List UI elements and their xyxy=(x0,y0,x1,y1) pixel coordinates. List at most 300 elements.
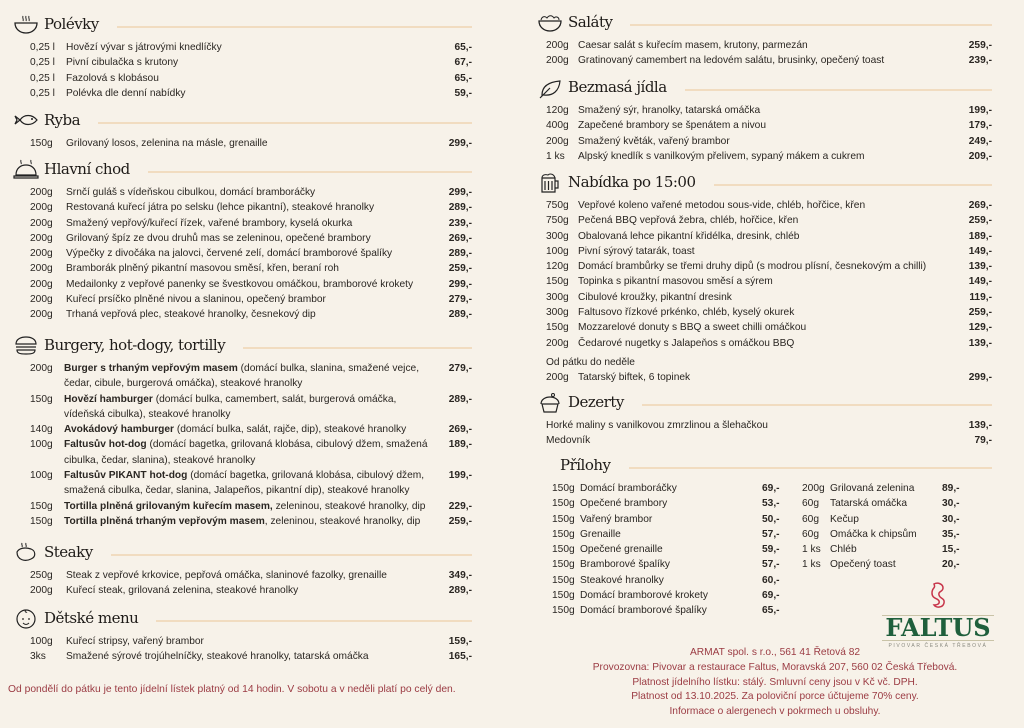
item-portion: 150g xyxy=(552,605,575,617)
divider xyxy=(98,122,472,124)
item-portion: 200g xyxy=(30,232,53,244)
item-name: (domácí bagetka, grilovaná klobása, cibulový džem, smažená cibulka, čedar, slanina), steakové hranolky xyxy=(64,439,428,466)
item-portion: 0,25 l xyxy=(30,57,55,69)
item-price: 259,- xyxy=(968,215,992,227)
section-title: Bezmasá jídla xyxy=(568,78,667,96)
item-description xyxy=(578,320,952,335)
item-list xyxy=(536,103,992,164)
item-name: Zapečené brambory se špenátem a nivou xyxy=(578,120,767,132)
item-description xyxy=(66,216,432,231)
menu-item xyxy=(546,244,992,259)
weekend-label: Od pátku do neděle xyxy=(546,356,635,368)
menu-item xyxy=(30,136,472,151)
item-description xyxy=(830,527,942,542)
item-list xyxy=(12,40,472,101)
item-portion: 200g xyxy=(546,135,569,147)
item-name: Steak z vepřové krkovice, pepřová omáčka, slaninové fazolky, grenaille xyxy=(66,570,387,581)
section-title: Přílohy xyxy=(560,456,611,474)
menu-item xyxy=(30,307,472,322)
section-ryba xyxy=(12,108,472,151)
item-portion: 100g xyxy=(30,636,53,647)
item-description xyxy=(580,557,762,572)
logo-wordmark: FALTUS xyxy=(882,615,994,641)
item-name: Bramborák plněný pikantní masovou směsí, křen, beraní roh xyxy=(66,263,339,275)
item-portion: 3ks xyxy=(30,651,46,663)
section-header xyxy=(12,12,472,36)
item-portion: 60g xyxy=(802,498,819,510)
burger-icon xyxy=(12,333,40,357)
item-description xyxy=(580,481,762,496)
item-list xyxy=(12,185,472,323)
item-name: zeleninou, steakové hranolky, dip xyxy=(272,500,426,512)
item-description xyxy=(578,229,952,244)
menu-item xyxy=(546,38,992,53)
item-portion: 200g xyxy=(546,372,569,384)
menu-item xyxy=(30,649,472,664)
item-name: Fazolová s klobásou xyxy=(66,72,159,84)
item-price: 289,- xyxy=(448,585,472,597)
menu-item xyxy=(546,433,992,448)
item-title: Avokádový hamburger xyxy=(64,424,175,436)
menu-item xyxy=(546,274,992,289)
item-name: Smažený květák, vařený brambor xyxy=(578,135,730,147)
divider xyxy=(117,26,472,28)
divider xyxy=(685,89,992,91)
item-description xyxy=(66,71,432,86)
section-burgery xyxy=(12,333,472,529)
item-name: Pivní cibulačka s krutony xyxy=(66,57,179,69)
item-description xyxy=(66,568,432,583)
item-price: 89,- xyxy=(942,483,960,494)
section-header xyxy=(12,606,472,630)
item-description xyxy=(580,542,762,557)
section-header xyxy=(536,453,992,477)
item-price: 35,- xyxy=(942,528,960,540)
menu-item xyxy=(30,261,472,276)
item-name: Čedarové nugetky s Jalapeňos s omáčkou BBQ xyxy=(578,337,795,349)
item-name: Trhaná vepřová plec, steakové hranolky, česnekový dip xyxy=(66,309,316,321)
item-name: (domácí bagetka, grilovaná klobása, cibulový džem, smažená cibulka, čedar, slanina, Jalapeños, pikantní dip), steakové hranolky xyxy=(64,470,425,497)
section-header xyxy=(536,390,992,414)
item-description xyxy=(578,370,952,385)
section-header xyxy=(12,333,472,357)
section-header xyxy=(12,108,472,132)
section-dezerty xyxy=(536,390,992,449)
item-description xyxy=(578,305,952,320)
item-name: Caesar salát s kuřecím masem, krutony, parmezán xyxy=(578,40,808,51)
menu-item xyxy=(552,573,802,588)
item-portion: 0,25 l xyxy=(30,72,55,84)
item-name: Restovaná kuřecí játra po selsku (lehce pikantní), steakové hranolky xyxy=(66,202,375,214)
item-description xyxy=(578,259,952,274)
item-title: Burger s trhaným vepřovým masem xyxy=(64,363,238,374)
item-list xyxy=(12,361,472,529)
item-price: 59,- xyxy=(454,87,472,99)
menu-item xyxy=(30,71,472,86)
menu-item xyxy=(30,392,472,423)
menu-item xyxy=(802,512,982,527)
item-description xyxy=(546,433,952,448)
item-description xyxy=(830,557,942,572)
item-description xyxy=(580,496,762,511)
menu-item xyxy=(546,305,992,320)
item-price: 239,- xyxy=(968,55,992,67)
item-description xyxy=(578,38,952,53)
section-title: Dezerty xyxy=(568,393,624,411)
item-name: Gratinovaný camembert na ledovém salátu, brusinky, opečený toast xyxy=(578,55,885,67)
item-description xyxy=(66,185,432,200)
menu-item xyxy=(30,185,472,200)
item-description xyxy=(578,336,952,351)
item-description xyxy=(578,274,952,289)
item-price: 20,- xyxy=(942,559,960,571)
item-name: Steakové hranolky xyxy=(580,574,664,586)
item-price: 209,- xyxy=(968,150,992,162)
item-portion: 200g xyxy=(546,40,569,51)
item-name: Smažený vepřový/kuřecí řízek, vařené brambory, kyselá okurka xyxy=(66,217,353,229)
item-description xyxy=(578,213,952,228)
item-list xyxy=(536,418,992,449)
company-line: ARMAT spol. s r.o., 561 41 Řetová 82 xyxy=(689,647,861,658)
item-description xyxy=(580,573,762,588)
item-portion: 1 ks xyxy=(802,544,821,556)
item-price: 57,- xyxy=(762,559,780,571)
item-portion: 300g xyxy=(546,291,569,303)
item-description xyxy=(580,588,762,603)
item-name: Medovník xyxy=(546,435,591,447)
item-description xyxy=(66,231,432,246)
item-portion: 200g xyxy=(802,483,825,494)
menu-item xyxy=(546,320,992,335)
item-portion: 150g xyxy=(552,574,575,586)
item-description xyxy=(66,583,432,598)
menu-item xyxy=(30,437,472,468)
item-portion: 200g xyxy=(30,278,53,290)
item-portion: 250g xyxy=(30,570,53,581)
item-price: 269,- xyxy=(968,200,992,211)
item-price: 149,- xyxy=(968,245,992,257)
item-portion: 1 ks xyxy=(546,150,565,162)
item-price: 165,- xyxy=(448,651,472,663)
item-description xyxy=(66,292,432,307)
item-price: 119,- xyxy=(969,291,992,303)
item-name: Opečené grenaille xyxy=(580,544,663,556)
item-description xyxy=(580,603,762,618)
item-portion: 150g xyxy=(546,276,569,288)
menu-item xyxy=(30,40,472,55)
menu-item xyxy=(552,557,802,572)
item-price: 53,- xyxy=(762,498,780,510)
item-description xyxy=(578,103,952,118)
item-name: Smažený sýr, hranolky, tatarská omáčka xyxy=(578,105,761,116)
item-description xyxy=(66,136,432,151)
item-price: 269,- xyxy=(448,232,472,244)
item-name: Grilovaný špíz ze dvou druhů mas se zeleninou, opečené brambory xyxy=(66,232,371,244)
item-portion: 150g xyxy=(546,322,569,334)
item-portion: 200g xyxy=(30,309,53,321)
leaf-icon xyxy=(536,75,564,99)
item-price: 69,- xyxy=(762,483,780,494)
child-face-icon xyxy=(12,606,40,630)
item-description xyxy=(578,134,952,149)
item-name: Smažené sýrové trojúhelníčky, steakové hranolky, tatarská omáčka xyxy=(66,651,369,663)
section-polevky xyxy=(12,12,472,101)
section-title: Saláty xyxy=(568,13,613,31)
divider xyxy=(111,554,472,556)
item-description xyxy=(64,392,432,423)
item-price: 259,- xyxy=(968,307,992,319)
section-title: Polévky xyxy=(44,15,99,33)
cloche-icon xyxy=(12,157,40,181)
faltus-logo xyxy=(882,582,994,649)
item-portion: 200g xyxy=(30,363,53,374)
divider xyxy=(243,347,472,349)
item-description xyxy=(580,527,762,542)
item-price: 199,- xyxy=(448,470,472,482)
item-portion: 200g xyxy=(546,55,569,67)
item-list xyxy=(12,136,472,151)
divider xyxy=(714,184,993,186)
item-description xyxy=(64,514,432,529)
item-title: Faltusův PIKANT hot-dog xyxy=(64,470,188,482)
menu-item xyxy=(552,603,802,618)
item-portion: 120g xyxy=(546,105,569,116)
item-portion: 60g xyxy=(802,528,819,540)
menu-item xyxy=(546,336,992,351)
item-description xyxy=(64,499,432,514)
item-description xyxy=(64,468,432,499)
item-portion: 0,25 l xyxy=(30,42,55,53)
item-price: 259,- xyxy=(448,515,472,527)
item-name: Výpečky z divočáka na jalovci, červené zelí, domácí bramborové špalíky xyxy=(66,248,393,260)
menu-item xyxy=(546,213,992,228)
item-list xyxy=(12,634,472,665)
menu-item xyxy=(546,229,992,244)
item-name: Alpský knedlík s vanilkovým přelivem, sypaný mákem a cukrem xyxy=(578,150,865,162)
item-name: Grenaille xyxy=(580,528,621,540)
item-description xyxy=(830,542,942,557)
item-price: 299,- xyxy=(968,372,992,384)
item-price: 30,- xyxy=(942,513,960,525)
item-portion: 150g xyxy=(30,393,53,405)
menu-item xyxy=(802,557,982,572)
item-name: Pečená BBQ vepřová žebra, chléb, hořčice, křen xyxy=(578,215,799,227)
item-description xyxy=(66,261,432,276)
item-portion: 140g xyxy=(30,424,53,436)
item-description xyxy=(64,422,432,437)
item-price: 289,- xyxy=(448,393,472,405)
item-price: 189,- xyxy=(968,230,992,242)
section-header xyxy=(12,540,472,564)
item-price: 259,- xyxy=(448,263,472,275)
section-title: Burgery, hot-dogy, tortilly xyxy=(44,336,226,354)
section-title: Steaky xyxy=(44,543,93,561)
item-name: Domácí bramboráčky xyxy=(580,483,677,494)
section-title: Ryba xyxy=(44,111,81,129)
menu-item xyxy=(30,568,472,583)
item-description xyxy=(66,649,432,664)
item-name: Domácí bramborové krokety xyxy=(580,590,708,602)
item-price: 15,- xyxy=(942,544,960,556)
item-price: 65,- xyxy=(454,72,472,84)
item-name: Cibulové kroužky, pikantní dresink xyxy=(578,291,732,303)
beer-mug-icon xyxy=(536,170,564,194)
item-description xyxy=(830,481,942,496)
rooster-icon xyxy=(926,582,950,608)
item-price: 59,- xyxy=(762,544,780,556)
item-name: (domácí bulka, salát, rajče, dip), steakové hranolky xyxy=(174,424,407,436)
divider xyxy=(629,467,992,469)
section-detske-menu xyxy=(12,606,472,665)
item-portion: 120g xyxy=(546,261,569,273)
item-name: Domácí bramborové špalíky xyxy=(580,605,707,617)
item-price: 149,- xyxy=(968,276,992,288)
item-list xyxy=(536,38,992,69)
item-price: 179,- xyxy=(968,120,992,132)
company-line: Platnost jídelního lístku: stálý. Smluvní ceny jsou v Kč vč. DPH. xyxy=(632,676,918,688)
menu-item xyxy=(546,290,992,305)
item-name: Horké maliny s vanilkovou zmrzlinou a šlehačkou xyxy=(546,420,768,431)
item-name: , zeleninou, steakové hranolky, dip xyxy=(264,515,421,527)
menu-item xyxy=(552,496,802,511)
item-portion: 150g xyxy=(552,590,575,602)
menu-item xyxy=(30,499,472,514)
section-header xyxy=(536,10,992,34)
item-name: (domácí bulka, camembert, salát, burgerová omáčka, vídeňská cibulka), steakové hranolky xyxy=(64,393,397,420)
item-description xyxy=(64,361,432,392)
item-name: Opečený toast xyxy=(830,559,896,571)
item-description xyxy=(578,290,952,305)
menu-item xyxy=(30,361,472,392)
validity-note: Od pondělí do pátku je tento jídelní lístek platný od 14 hodin. V sobotu a v neděli platí po celý den. xyxy=(8,684,456,695)
item-list xyxy=(536,198,992,386)
item-portion: 300g xyxy=(546,230,569,242)
section-nabidka xyxy=(536,170,992,386)
item-portion: 750g xyxy=(546,215,569,227)
item-description xyxy=(66,40,432,55)
section-bezmasa xyxy=(536,75,992,164)
item-name: Chléb xyxy=(830,544,857,556)
item-price: 239,- xyxy=(448,217,472,229)
item-price: 139,- xyxy=(968,420,992,431)
item-description xyxy=(64,437,432,468)
menu-item xyxy=(546,118,992,133)
item-portion: 100g xyxy=(546,245,569,257)
item-description xyxy=(66,246,432,261)
menu-item xyxy=(546,149,992,164)
item-price: 289,- xyxy=(448,202,472,214)
menu-item xyxy=(552,542,802,557)
item-portion: 200g xyxy=(30,248,53,260)
item-price: 69,- xyxy=(762,590,780,602)
item-portion: 150g xyxy=(552,544,575,556)
section-header xyxy=(536,170,992,194)
item-price: 30,- xyxy=(942,498,960,510)
item-portion: 0,25 l xyxy=(30,87,55,99)
item-price: 65,- xyxy=(762,605,780,617)
item-name: Domácí brambůrky se třemi druhy dipů (s modrou plísní, česnekovým a chilli) xyxy=(578,261,927,273)
item-price: 129,- xyxy=(968,322,992,334)
item-portion: 200g xyxy=(30,187,53,198)
item-portion: 150g xyxy=(552,498,575,510)
item-description xyxy=(578,244,952,259)
item-name: Obalovaná lehce pikantní křidélka, dresink, chléb xyxy=(578,230,800,242)
item-price: 289,- xyxy=(448,309,472,321)
item-price: 60,- xyxy=(762,574,780,586)
item-name: Topinka s pikantní masovou směsí a sýrem xyxy=(578,276,773,288)
divider xyxy=(642,404,992,406)
menu-item xyxy=(30,231,472,246)
menu-item xyxy=(552,527,802,542)
item-title: Faltusův hot-dog xyxy=(64,439,147,451)
item-price: 199,- xyxy=(968,105,992,116)
item-price: 159,- xyxy=(448,636,472,647)
item-price: 279,- xyxy=(448,363,472,374)
item-portion: 150g xyxy=(30,138,53,149)
item-portion: 150g xyxy=(552,483,575,494)
menu-item xyxy=(30,514,472,529)
item-name: Grilovaná zelenina xyxy=(830,483,915,494)
section-title: Dětské menu xyxy=(44,609,139,627)
menu-item xyxy=(802,496,982,511)
menu-item xyxy=(546,103,992,118)
section-title: Hlavní chod xyxy=(44,160,130,178)
menu-item xyxy=(552,512,802,527)
item-price: 299,- xyxy=(448,187,472,198)
section-header xyxy=(12,157,472,181)
section-title: Nabídka po 15:00 xyxy=(568,173,696,191)
company-info xyxy=(560,646,990,720)
item-description xyxy=(66,55,432,70)
menu-item xyxy=(546,370,992,385)
item-price: 249,- xyxy=(968,135,992,147)
item-portion: 200g xyxy=(30,585,53,597)
item-name: Bramborové špalíky xyxy=(580,559,671,571)
item-description xyxy=(66,277,432,292)
item-portion: 200g xyxy=(30,217,53,229)
item-description xyxy=(66,307,432,322)
item-portion: 200g xyxy=(546,337,569,349)
item-portion: 150g xyxy=(552,559,575,571)
item-name: Mozzarelové donuty s BBQ a sweet chilli omáčkou xyxy=(578,322,807,334)
salad-bowl-icon xyxy=(536,10,564,34)
menu-item xyxy=(552,588,802,603)
menu-item xyxy=(546,53,992,68)
item-name: Pivní sýrový tatarák, toast xyxy=(578,245,695,257)
item-description xyxy=(578,198,952,213)
menu-item xyxy=(552,481,802,496)
item-name: Tatarský biftek, 6 topinek xyxy=(578,372,691,384)
item-name: Medailonky z vepřové panenky se švestkovou omáčkou, bramborové krokety xyxy=(66,278,414,290)
menu-item xyxy=(30,583,472,598)
item-portion: 750g xyxy=(546,200,569,211)
item-description xyxy=(830,496,942,511)
item-price: 50,- xyxy=(762,513,780,525)
item-price: 57,- xyxy=(762,528,780,540)
menu-item xyxy=(30,55,472,70)
menu-item xyxy=(30,200,472,215)
item-portion: 1 ks xyxy=(802,559,821,571)
menu-item xyxy=(546,134,992,149)
item-portion: 150g xyxy=(552,528,575,540)
company-line: Platnost od 13.10.2025. Za poloviční porce účtujeme 70% ceny. xyxy=(631,691,919,703)
steak-icon xyxy=(12,540,40,564)
item-portion: 300g xyxy=(546,307,569,319)
item-description xyxy=(66,634,432,649)
item-portion: 60g xyxy=(802,513,819,525)
item-portion: 150g xyxy=(552,513,575,525)
item-price: 189,- xyxy=(448,439,472,451)
